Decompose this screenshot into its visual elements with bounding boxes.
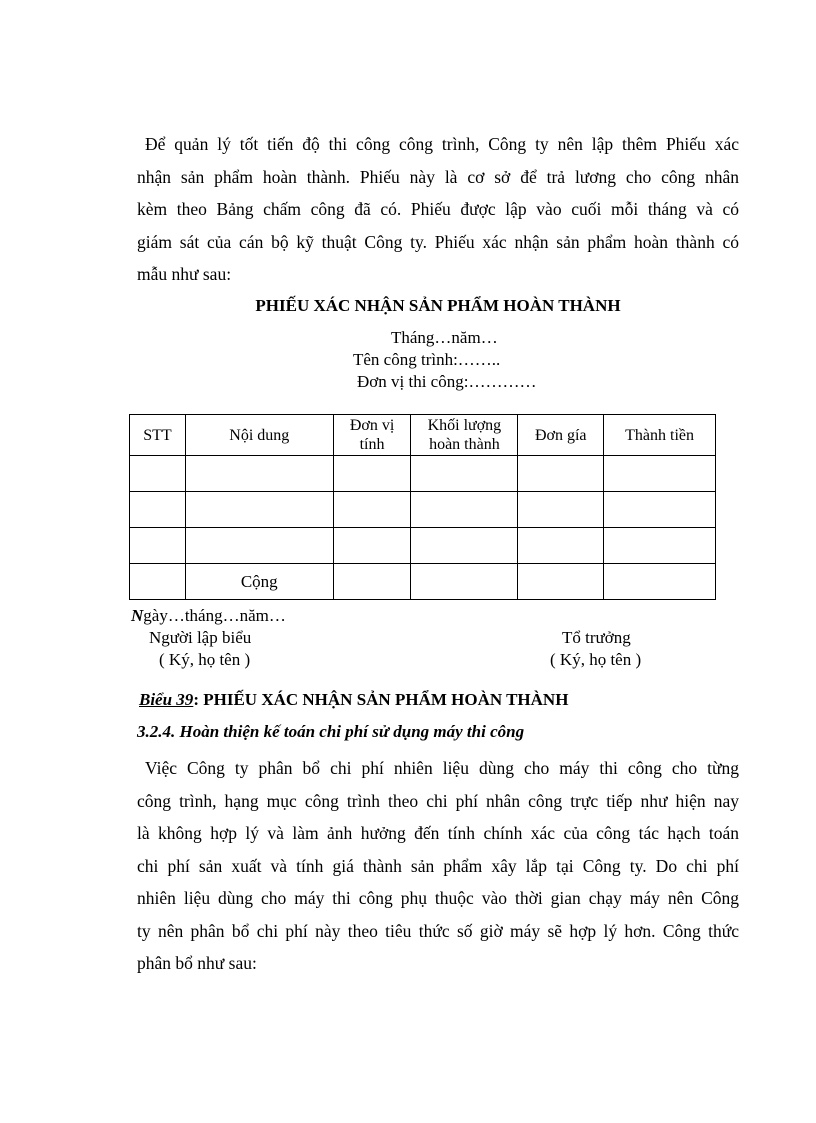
form-date-rest: gày…tháng…năm… (143, 606, 286, 625)
table-cell (518, 492, 604, 528)
header-price: Đơn gía (518, 415, 604, 456)
header-unit-line1: Đơn vị (349, 417, 395, 434)
header-unit-line2: tính (359, 436, 385, 453)
body-line: Việc Công ty phân bổ chi phí nhiên liệu dùng cho máy thi công cho từng (145, 758, 739, 778)
body-line: chi phí sản xuất và tính giá thành sản phẩm xây lắp tại Công ty. Do chi phí (137, 855, 739, 876)
header-unit (333, 415, 411, 456)
table-cell (185, 456, 333, 492)
table-header-row (130, 415, 716, 456)
table-cell (518, 456, 604, 492)
form-title: PHIẾU XÁC NHẬN SẢN PHẨM HOÀN THÀNH (255, 296, 621, 315)
table-cell (333, 492, 411, 528)
table-cell (411, 492, 518, 528)
leader-note: ( Ký, họ tên ) (550, 650, 642, 669)
table-cell (333, 528, 411, 564)
caption-text: : PHIẾU XÁC NHẬN SẢN PHẨM HOÀN THÀNH (193, 690, 569, 709)
form-contractor: Đơn vị thi công:………… (357, 372, 537, 391)
table-cell (130, 492, 186, 528)
section-heading: 3.2.4. Hoàn thiện kế toán chi phí sử dụng máy thi công (137, 722, 525, 741)
table-cell (130, 564, 186, 600)
intro-line: nhận sản phẩm hoàn thành. Phiếu này là cơ sở để trả lương cho công nhân (137, 166, 739, 187)
table-cell (333, 456, 411, 492)
table-row (130, 528, 716, 564)
form-month-year: Tháng…năm… (391, 328, 498, 347)
table-cell (333, 564, 411, 600)
preparer-note: ( Ký, họ tên ) (159, 650, 251, 669)
table-row (130, 456, 716, 492)
header-amount: Thành tiền (604, 415, 716, 456)
body-line: phân bổ như sau: (137, 953, 257, 973)
table-cell (411, 456, 518, 492)
table-cell (518, 564, 604, 600)
preparer-title: Người lập biểu (149, 628, 252, 647)
table-cell (604, 456, 716, 492)
body-line: là không hợp lý và làm ảnh hưởng đến tính chính xác của công tác hạch toán (137, 823, 739, 843)
table-cell (185, 492, 333, 528)
intro-line: Để quản lý tốt tiến độ thi công công trình, Công ty nên lập thêm Phiếu xác (145, 134, 739, 154)
header-quantity (411, 415, 518, 456)
table-cell (411, 564, 518, 600)
intro-line: mẫu như sau: (137, 264, 232, 284)
body-line: công trình, hạng mục công trình theo chi phí nhân công trực tiếp như hiện nay (137, 790, 739, 811)
figure-caption (139, 690, 568, 710)
table-cell (185, 528, 333, 564)
table-row (130, 492, 716, 528)
body-line: nhiên liệu dùng cho máy thi công phụ thuộc vào thời gian chạy máy nên Công (137, 888, 739, 908)
confirmation-table (129, 414, 716, 600)
table-cell (518, 528, 604, 564)
table-cell (411, 528, 518, 564)
caption-label: Biểu 39 (139, 690, 194, 709)
header-content: Nội dung (185, 415, 333, 456)
table-total-row (130, 564, 716, 600)
intro-line: giám sát của cán bộ kỹ thuật Công ty. Phiếu xác nhận sản phẩm hoàn thành có (137, 231, 739, 252)
form-project-name: Tên công trình:…….. (353, 350, 501, 369)
total-label: Cộng (185, 564, 333, 600)
table-cell (604, 564, 716, 600)
leader-title: Tổ trưởng (562, 628, 631, 647)
form-date (131, 606, 286, 626)
header-qty-line2: hoàn thành (429, 436, 500, 453)
header-qty-line1: Khối lượng (427, 417, 502, 434)
intro-line: kèm theo Bảng chấm công đã có. Phiếu được lập vào cuối mỗi tháng và có (137, 199, 739, 219)
table-cell (604, 528, 716, 564)
body-line: ty nên phân bổ chi phí này theo tiêu thức số giờ máy sẽ hợp lý hơn. Công thức (137, 920, 739, 941)
form-date-initial: N (131, 606, 144, 625)
table-cell (604, 492, 716, 528)
intro-paragraph (137, 128, 739, 291)
table-cell (130, 528, 186, 564)
header-stt: STT (130, 415, 186, 456)
table-cell (130, 456, 186, 492)
body-paragraph (137, 752, 739, 980)
